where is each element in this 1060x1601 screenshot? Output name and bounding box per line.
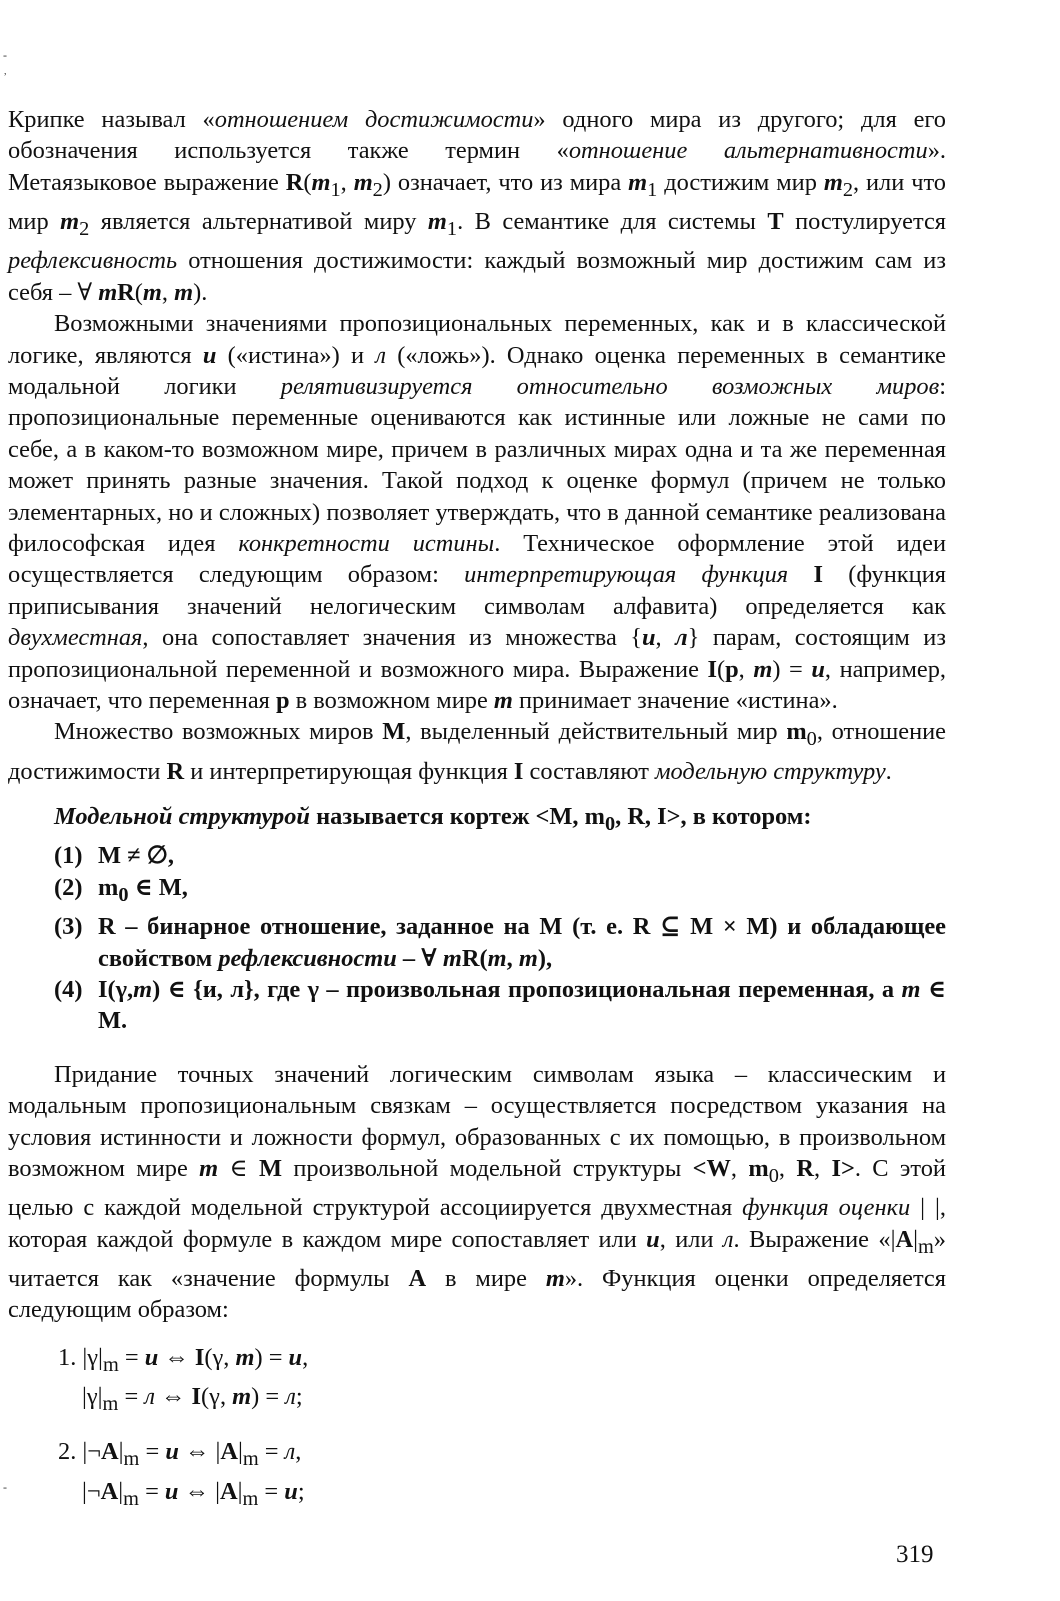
paragraph-variable-values: Возможными значениями пропозициональных переменных, как и в классической логике, являются и («истина») и л («ложь»). Однако оценка переменных в семантике модальной логики релятивизируется относительно возможных миров: пропозициональные переменные оцениваются как истинные или ложные не сами по себе, а в каком-то возможном мире, причем в различных мирах одна и та же переменная может принять разные значения. Такой подход к оценке формул (причем не только элементарных, но и сложных) позволяет утверждать, что в данной семантике реализована философская идея конкретности истины. Техническое оформление этой идеи осуществляется следующим образом: интерпретирующая функция I (функция приписывания значений нелогическим символам алфавита) определяется как двухместная, она сопоставляет значения из множества {и, л} парам, состоящим из пропозициональной переменной и возможного мира. Выражение I(p, m) = и, например, означает, что переменная p в возможном мире m принимает значение «истина». bbox=[8, 310, 946, 715]
paragraph-accessibility-relation: Крипке называл «отношением достижимости» одного мира из другого; для его обозначения используется также термин «отношение альтернативности». Метаязыковое выражение $R(m_1$, $m_2$) означает, что из мира $m_1$ достижим мир $m_2$, или что мир $m_2$ является альтернативой миру $m_1$. В семантике для системы T постулируется рефлексивность отношения достижимости: каждый возможный мир достижим сам из себя – ∀ mR(m, m). bbox=[8, 106, 947, 306]
definition-item-text: M ≠ ∅, bbox=[98, 842, 174, 870]
equation-line: $|\neg A|_m = и$ ⇔ $|A|_m = и$; bbox=[82, 1477, 305, 1510]
equation-line: 2. $|\neg A|_m = и$ ⇔ $|A|_m = л$, bbox=[58, 1438, 302, 1471]
definition-block bbox=[8, 801, 946, 1037]
definition-item bbox=[8, 872, 946, 911]
definition-item-text: R – бинарное отношение, заданное на M (т. е. R ⊆ M × M) и обладающее свойством рефлексивности – ∀ mR(m, m), bbox=[98, 913, 946, 972]
definition-item bbox=[8, 974, 946, 1037]
paragraph-model-structure-intro: Множество возможных миров M, выделенный действительный мир $m_0$, отношение достижимости R и интерпретирующая функция I составляют модельную структуру. bbox=[8, 718, 946, 785]
definition-item bbox=[8, 911, 946, 974]
definition-item-number: (4) bbox=[54, 975, 83, 1003]
equation-line: 1. $|\gamma|_m = и$ ⇔ I(γ, m) = и, bbox=[58, 1343, 309, 1376]
definition-item-number: (3) bbox=[54, 913, 83, 941]
scan-mark-left: - bbox=[3, 1480, 7, 1494]
equation-line: $|\gamma|_m = л$ ⇔ I(γ, m) = л; bbox=[82, 1383, 303, 1415]
page-body bbox=[8, 104, 946, 1515]
definition-item bbox=[8, 840, 946, 871]
definition-item-text: $m_0$ ∈ M, bbox=[98, 873, 188, 906]
definition-item-text: I(γ,m) ∈ {и, л}, где γ – произвольная пропозициональная переменная, а m ∈ M. bbox=[98, 975, 946, 1035]
paragraph-valuation-function: Придание точных значений логическим символам языка – классическим и модальным пропозициональным связкам – осуществляется посредством указания на условия истинности и ложности формул, образованных с их помощью, в произвольном возможном мире m ∈ M произвольной модельной структуры <W, $m_0$, R, I>. С этой целью с каждой модельной структурой ассоциируется двухместная функция оценки | |, которая каждой формуле в каждом мире сопоставляет или и, или л. Выражение «$|A|_m$» читается как «значение формулы A в мире m». Функция оценки определяется следующим образом: bbox=[8, 1060, 946, 1324]
definition-head: Модельной структурой называется кортеж <M, $m_0$, R, I>, в котором: bbox=[54, 803, 812, 836]
equation-group bbox=[8, 1436, 946, 1515]
scan-mark-top-2: , bbox=[4, 66, 7, 77]
page-number: 319 bbox=[896, 1541, 934, 1568]
definition-item-number: (2) bbox=[54, 873, 83, 901]
definition-item-number: (1) bbox=[54, 842, 83, 870]
scan-mark-top: - bbox=[3, 48, 7, 62]
equation-group bbox=[8, 1342, 946, 1421]
